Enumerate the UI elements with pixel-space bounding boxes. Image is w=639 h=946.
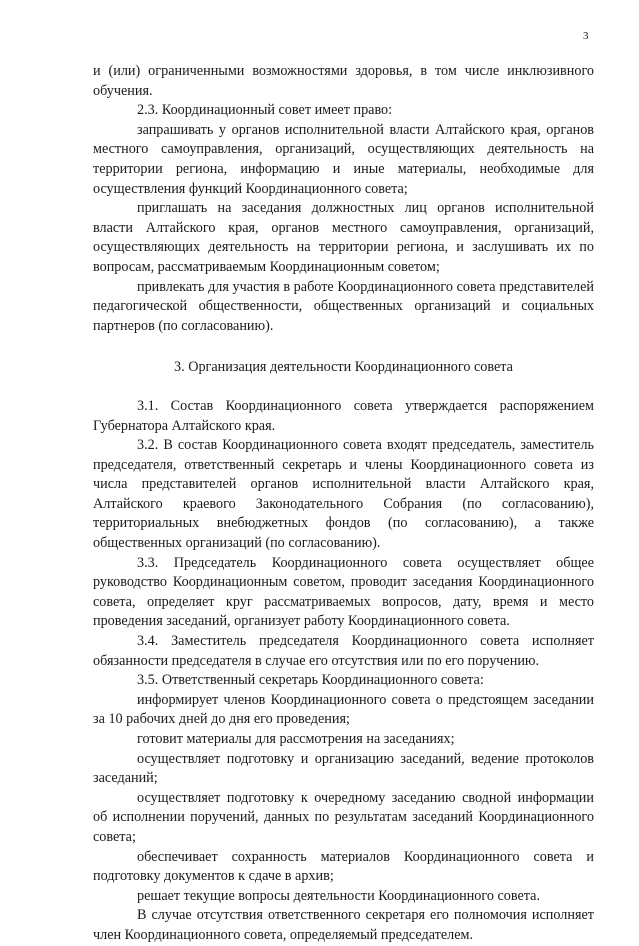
paragraph: 2.3. Координационный совет имеет право:	[137, 102, 393, 119]
paragraph: информирует членов Координационного совета о предстоящем заседании за 10 рабочих дней до дня его проведения;	[93, 691, 594, 728]
paragraph: приглашать на заседания должностных лиц органов исполнительной власти Алтайского края, органов местного самоуправления, организаций, осуществляющих деятельность на территории региона, и заслушивать их по вопросам, рассматриваемым Координационным советом;	[93, 200, 594, 275]
paragraph: 3.1. Состав Координационного совета утверждается распоряжением Губернатора Алтайского края.	[93, 397, 594, 434]
paragraph: запрашивать у органов исполнительной власти Алтайского края, органов местного самоуправления, организаций, осуществляющих деятельность на территории региона, информацию и иные материалы, необходимые для осуществления функций Координационного совета;	[93, 121, 594, 197]
paragraph: решает текущие вопросы деятельности Координационного совета.	[137, 887, 541, 904]
paragraph: осуществляет подготовку и организацию заседаний, ведение протоколов заседаний;	[93, 750, 594, 787]
paragraph: 3.4. Заместитель председателя Координационного совета исполняет обязанности председателя в случае его отсутствия или по его поручению.	[93, 633, 594, 669]
paragraph: 3.2. В состав Координационного совета входят председатель, заместитель председателя, ответственный секретарь и члены Координационного совета из числа представителей органов исполнительной власти Алтайского края, Алтайского краевого Законодательного Собрания (по согласованию), территориальных внебюджетных фондов (по согласованию), а также общественных организаций (по согласованию).	[93, 437, 594, 552]
page-number: 3	[583, 30, 589, 42]
paragraph: привлекать для участия в работе Координационного совета представителей педагогической общественности, общественных организаций и социальных партнеров (по согласованию).	[93, 278, 594, 334]
paragraph: В случае отсутствия ответственного секретаря его полномочия исполняет член Координационного совета, определяемый председателем.	[93, 907, 594, 943]
section-heading: 3. Организация деятельности Координационного совета	[174, 359, 513, 376]
paragraph: обеспечивает сохранность материалов Координационного совета и подготовку документов к сдаче в архив;	[93, 848, 594, 885]
paragraph: готовит материалы для рассмотрения на заседаниях;	[137, 731, 455, 747]
paragraph: 3.3. Председатель Координационного совета осуществляет общее руководство Координационным советом, проводит заседания Координационного совета, определяет круг рассматриваемых вопросов, дату, время и место проведения заседаний, организует работу Координационного совета.	[93, 554, 594, 630]
document-body	[93, 62, 594, 946]
paragraph: осуществляет подготовку к очередному заседанию сводной информации об исполнении поручений, данных по результатам заседаний Координационного совета;	[93, 789, 594, 845]
paragraph: 3.5. Ответственный секретарь Координационного совета:	[137, 672, 484, 689]
paragraph: и (или) ограниченными возможностями здоровья, в том числе инклюзивного обучения.	[93, 63, 594, 99]
